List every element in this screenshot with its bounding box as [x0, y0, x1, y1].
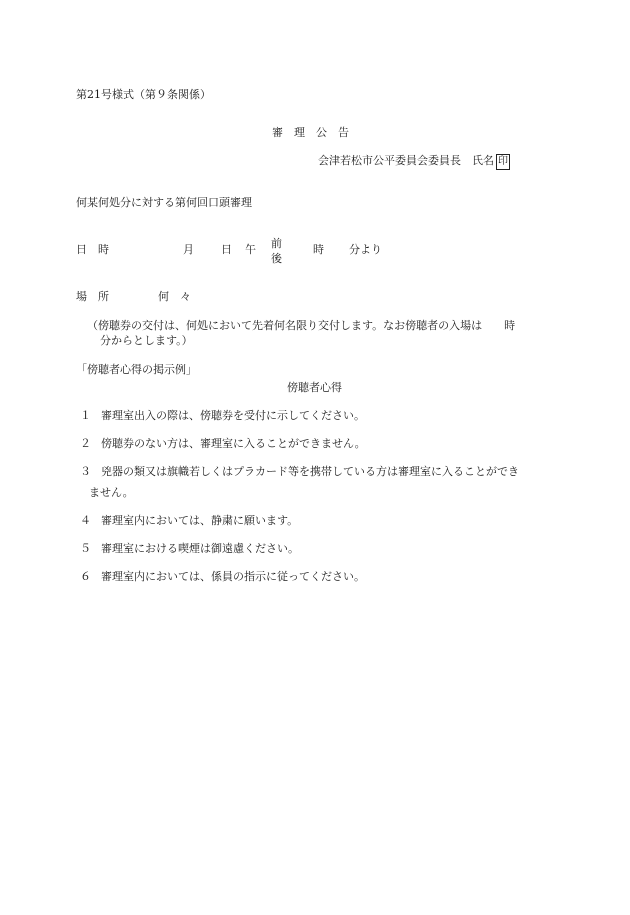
rules-title: 傍聴者心得	[287, 381, 342, 394]
rule-number: ４	[80, 514, 91, 527]
issuer-name: 会津若松市公平委員会委員長 氏名	[318, 154, 494, 167]
rule-text: 傍聴券のない方は、審理室に入ることができません。	[101, 437, 366, 450]
issuer-line	[318, 154, 510, 170]
datetime-label: 日 時	[76, 243, 109, 256]
hearing-subject: 何某何処分に対する第何回口頭審理	[76, 196, 252, 209]
example-heading: 「傍聴者心得の掲示例」	[76, 363, 197, 376]
rule-text: 審理室出入の際は、傍聴券を受付に示してください。	[101, 409, 365, 422]
rule-number: ６	[80, 570, 91, 583]
datetime-month: 月	[183, 243, 194, 256]
am-label: 前	[271, 237, 282, 250]
pm-label: 後	[271, 252, 282, 265]
rule-number: ３	[80, 465, 91, 478]
datetime-minute: 分より	[349, 243, 382, 256]
ticket-note-line1: （傍聴券の交付は、何処において先着何名限り交付します。なお傍聴者の入場は 時	[87, 319, 516, 332]
rule-text: 兇器の類又は旗幟若しくはプラカード等を携帯している方は審理室に入ることができ	[101, 465, 519, 478]
rule-number: ５	[80, 542, 91, 555]
place-value: 何 々	[158, 290, 191, 303]
rule-text-continued: ません。	[89, 486, 134, 499]
rule-number: １	[80, 409, 91, 422]
seal-mark: 印	[496, 154, 510, 170]
rule-number: ２	[80, 437, 91, 450]
datetime-hour: 時	[313, 243, 324, 256]
datetime-day: 日	[221, 243, 232, 256]
rule-text: 審理室内においては、静粛に願います。	[101, 514, 299, 527]
datetime-noon: 午	[245, 243, 256, 256]
document-title: 審 理 公 告	[272, 126, 349, 139]
rule-text: 審理室内においては、係員の指示に従ってください。	[101, 570, 365, 583]
am-pm-stack	[271, 236, 282, 266]
place-label: 場 所	[76, 290, 109, 303]
ticket-note-line2: 分からとします。）	[100, 334, 193, 347]
form-number: 第21号様式（第９条関係）	[76, 88, 211, 101]
rule-text: 審理室における喫煙は御遠慮ください。	[101, 542, 299, 555]
